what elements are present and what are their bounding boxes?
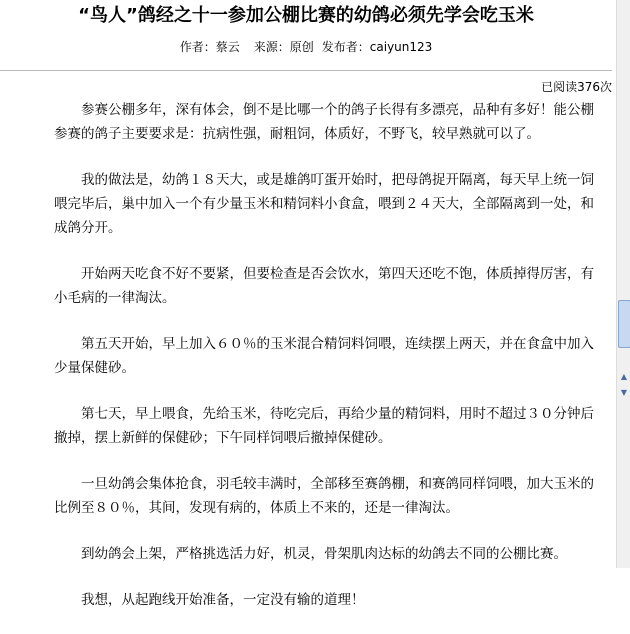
paragraph: 参赛公棚多年，深有体会，倒不是比哪一个的鸽子长得有多漂亮，品种有多好！能公棚参赛的鸽子主要要求是：抗病性强，耐粗饲，体质好，不野飞，较早熟就可以了。 bbox=[54, 102, 594, 142]
read-count: 已阅读376次 bbox=[541, 80, 612, 94]
paragraph: 我想，从起跑线开始准备，一定没有输的道理！ bbox=[81, 592, 365, 608]
paragraph: 第五天开始，早上加入６０％的玉米混合精饲料饲喂，连续摆上两天，并在食盒中加入少量保健砂。 bbox=[54, 336, 594, 376]
source-name: 原创 bbox=[289, 40, 314, 54]
article-body bbox=[54, 98, 594, 634]
paragraph: 第七天，早上喂食，先给玉米，待吃完后，再给少量的精饲料，用时不超过３０分钟后撤掉，摆上新鲜的保健砂；下午同样饲喂后撤掉保健砂。 bbox=[54, 406, 594, 446]
paragraph: 开始两天吃食不好不要紧，但要检查是否会饮水，第四天还吃不饱，体质掉得厉害，有小毛病的一律淘汰。 bbox=[54, 266, 594, 306]
paragraph: 到幼鸽会上架，严格挑选活力好，机灵，骨架肌肉达标的幼鸽去不同的公棚比赛。 bbox=[81, 546, 567, 562]
source-label: 来源： bbox=[253, 40, 290, 54]
author-name: 蔡云 bbox=[215, 40, 240, 54]
header-divider bbox=[0, 70, 612, 71]
publisher-name: caiyun123 bbox=[369, 40, 433, 54]
publisher-label: 发布者： bbox=[321, 40, 370, 54]
scrollbar-thumb[interactable] bbox=[618, 300, 630, 348]
author-label: 作者： bbox=[179, 40, 216, 54]
paragraph: 我的做法是，幼鸽１８天大，或是雄鸽叮蛋开始时，把母鸽捉开隔离，每天早上统一饲喂完毕后，巢中加入一个有少量玉米和精饲料小食盒，喂到２４天大，全部隔离到一处，和成鸽分开。 bbox=[54, 172, 594, 236]
article-meta bbox=[0, 39, 612, 55]
scroll-up-arrow-icon[interactable]: ▲ bbox=[620, 372, 628, 381]
article-title: “鸟人”鸽经之十一参加公棚比赛的幼鸽必须先学会吃玉米 bbox=[78, 5, 534, 26]
vertical-scrollbar[interactable] bbox=[616, 0, 630, 568]
paragraph: 一旦幼鸽会集体抢食，羽毛较丰满时，全部移至赛鸽棚，和赛鸽同样饲喂，加大玉米的比例至８０％，其间，发现有病的，体质上不来的，还是一律淘汰。 bbox=[54, 476, 594, 516]
scroll-down-arrow-icon[interactable]: ▼ bbox=[620, 388, 628, 397]
